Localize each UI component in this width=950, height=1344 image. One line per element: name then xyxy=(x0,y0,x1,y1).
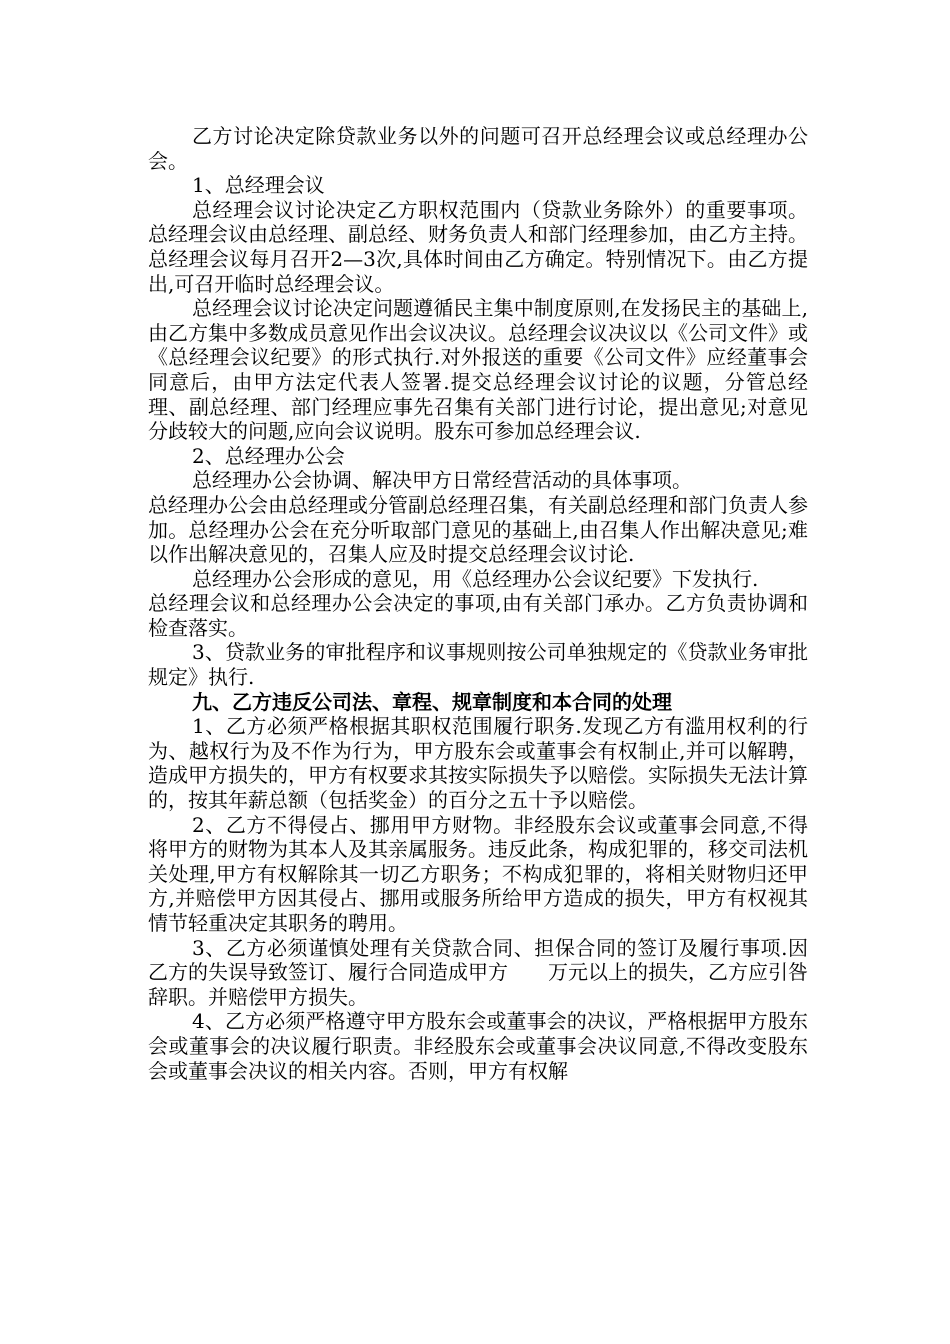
paragraph: 3、乙方必须谨慎处理有关贷款合同、担保合同的签订及履行事项.因乙方的失误导致签订、履行合同造成甲方 万元以上的损失，乙方应引咎辞职。并赔偿甲方损失。 xyxy=(148,935,808,1009)
paragraph: 总经理会议讨论决定问题遵循民主集中制度原则,在发扬民主的基础上,由乙方集中多数成员意见作出会议决议。总经理会议决议以《公司文件》或《总经理会议纪要》的形式执行.对外报送的重要《公司文件》应经董事会同意后，由甲方法定代表人签署.提交总经理会议讨论的议题，分管总经理、副总经理、部门经理应事先召集有关部门进行讨论，提出意见;对意见分歧较大的问题,应向会议说明。股东可参加总经理会议. xyxy=(148,296,808,444)
paragraph: 2、乙方不得侵占、挪用甲方财物。非经股东会议或董事会同意,不得将甲方的财物为其本人及其亲属服务。违反此条，构成犯罪的，移交司法机关处理,甲方有权解除其一切乙方职务；不构成犯罪的，将相关财物归还甲方,并赔偿甲方因其侵占、挪用或服务所给甲方造成的损失，甲方有权视其情节轻重决定其职务的聘用。 xyxy=(148,812,808,935)
paragraph: 总经理办公会协调、解决甲方日常经营活动的具体事项。 xyxy=(192,468,692,493)
paragraph: 总经理会议和总经理办公会决定的事项,由有关部门承办。乙方负责协调和检查落实。 xyxy=(148,591,808,640)
section-heading: 九、乙方违反公司法、章程、规章制度和本合同的处理 xyxy=(192,689,672,714)
paragraph: 3、贷款业务的审批程序和议事规则按公司单独规定的《贷款业务审批规定》执行. xyxy=(148,640,808,690)
paragraph: 4、乙方必须严格遵守甲方股东会或董事会的决议，严格根据甲方股东会或董事会的决议履行职责。非经股东会或董事会决议同意,不得改变股东会或董事会决议的相关内容。否则，甲方有权解 xyxy=(148,1009,808,1083)
paragraph: 总经理会议每月召开2—3次,具体时间由乙方确定。特别情况下。由乙方提出,可召开临时总经理会议。 xyxy=(148,246,808,296)
document-body xyxy=(148,124,808,1083)
paragraph: 总经理办公会由总经理或分管副总经理召集，有关副总经理和部门负责人参加。总经理办公会在充分听取部门意见的基础上,由召集人作出解决意见;难以作出解决意见的，召集人应及时提交总经理会议讨论. xyxy=(148,492,808,567)
paragraph: 1、乙方必须严格根据其职权范围履行职务.发现乙方有滥用权利的行为、越权行为及不作为行为，甲方股东会或董事会有权制止,并可以解聘，造成甲方损失的，甲方有权要求其按实际损失予以赔偿。实际损失无法计算的，按其年薪总额（包括奖金）的百分之五十予以赔偿。 xyxy=(148,714,808,813)
paragraph: 乙方讨论决定除贷款业务以外的问题可召开总经理会议或总经理办公会。 xyxy=(148,124,808,173)
paragraph: 总经理会议讨论决定乙方职权范围内（贷款业务除外）的重要事项。总经理会议由总经理、副总经、财务负责人和部门经理参加，由乙方主持。 xyxy=(148,197,808,247)
section-subheading: 2、总经理办公会 xyxy=(192,443,345,468)
paragraph: 总经理办公会形成的意见，用《总经理办公会议纪要》下发执行. xyxy=(192,566,759,591)
section-subheading: 1、总经理会议 xyxy=(192,173,325,198)
